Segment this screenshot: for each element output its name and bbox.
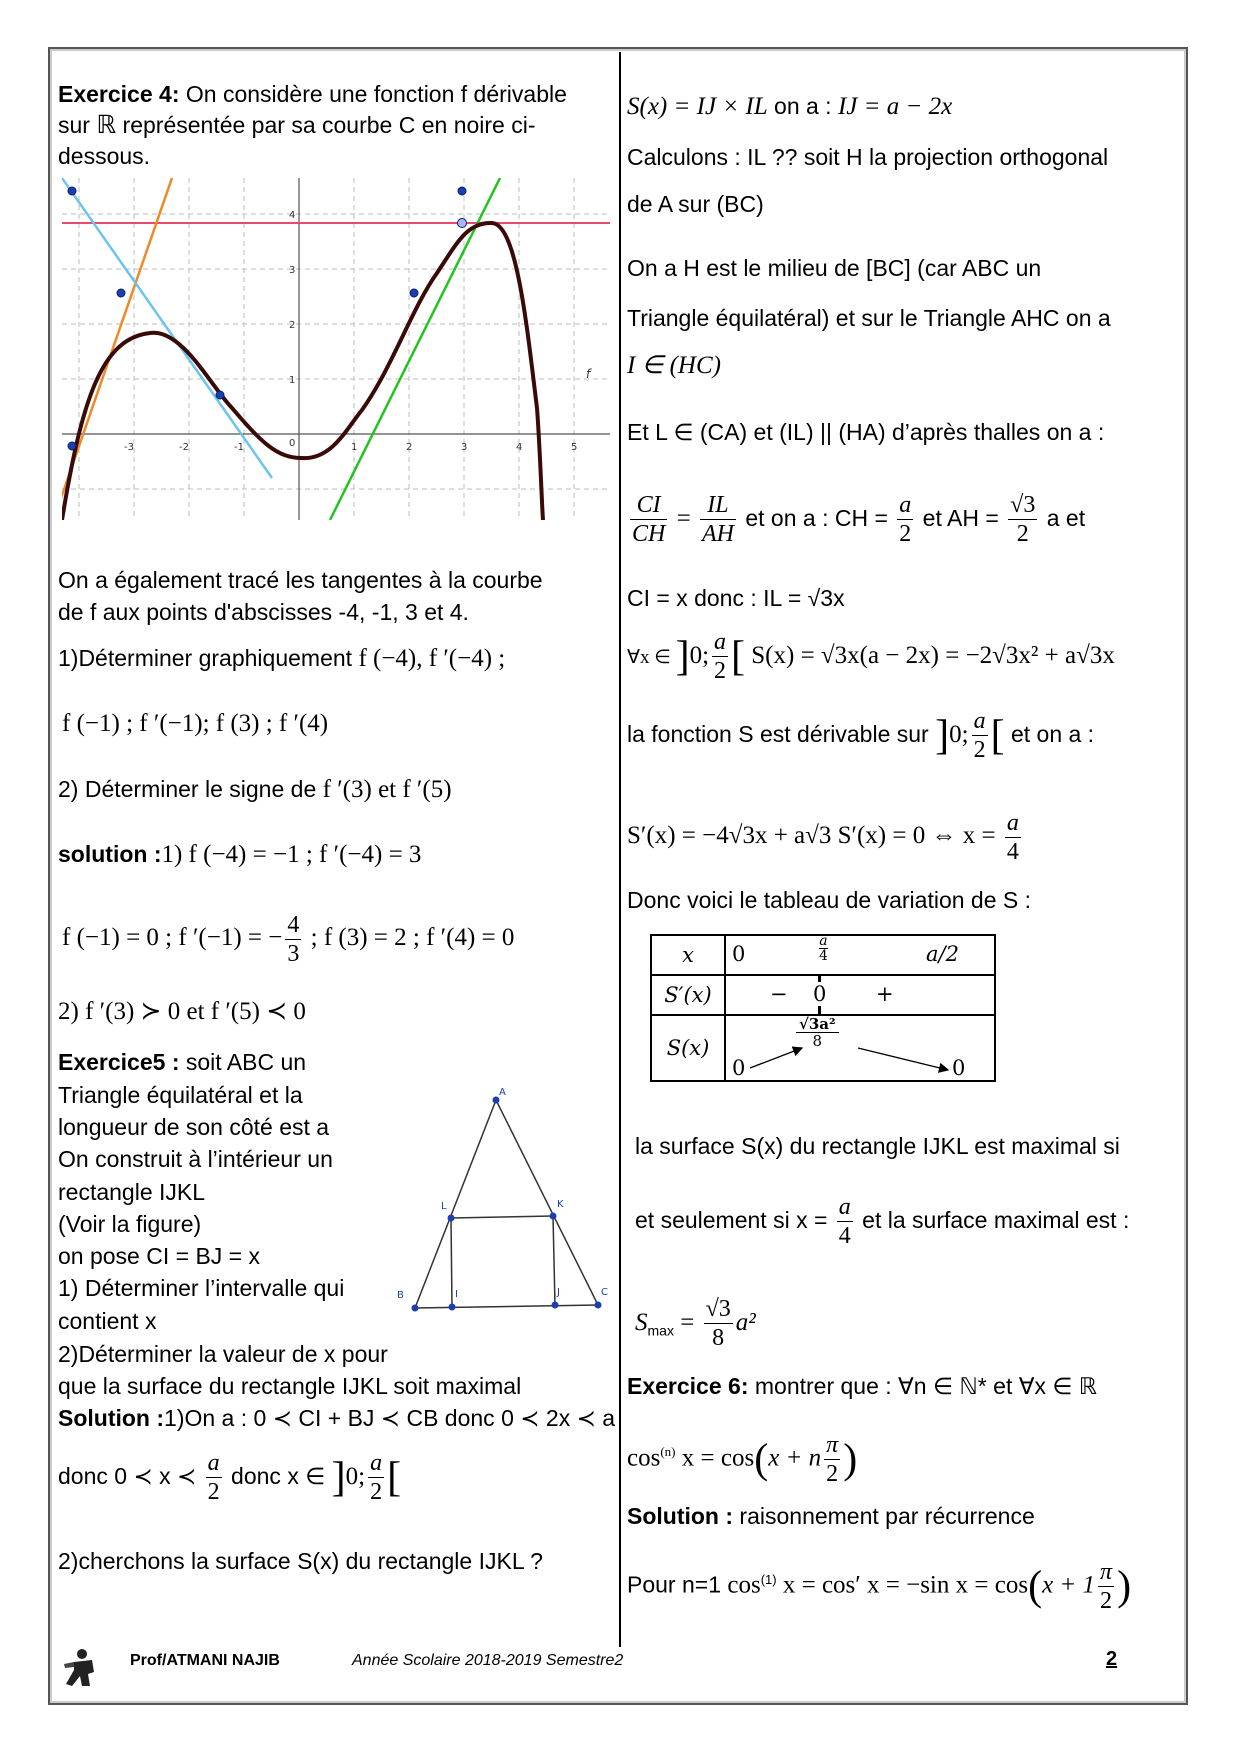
- ex5-line-6: (Voir la figure): [58, 1211, 202, 1237]
- triangle-figure: [395, 1085, 620, 1320]
- fraction: $\frac{√3}{2}$: [1010, 492, 1036, 548]
- r-line-7: Et L ∈ (CA) et (IL) || (HA) d’après thalles on a :: [627, 419, 1105, 445]
- ex4-q1: 1)Déterminer graphiquement f (−4), f ′(−4) ;: [58, 645, 506, 672]
- ex5-line-9: contient x: [58, 1308, 157, 1334]
- point-B: [412, 1305, 419, 1312]
- point-L: [448, 1215, 455, 1222]
- fraction: $\frac{a}{2}$: [207, 1450, 220, 1506]
- r-line-15: et seulement si x = $\frac{a}{4}$ et la surface maximal est :: [635, 1194, 1130, 1250]
- footer-author: Prof/ATMANI NAJIB: [130, 1652, 280, 1669]
- ex5-line-4: On construit à l’intérieur un: [58, 1146, 333, 1172]
- function-graph: [62, 178, 610, 520]
- r-line-16: $S_{max}$ = $\frac{√3}{8}$ a²: [635, 1296, 756, 1352]
- ex6-title: Exercice 6:: [627, 1373, 749, 1399]
- footer-year: Année Scolaire 2018-2019 Semestre2: [352, 1652, 624, 1669]
- label-J: J: [557, 1287, 560, 1298]
- page-number: 2: [1106, 1648, 1118, 1670]
- ex4-tangents-1: On a également tracé les tangentes à la courbe: [58, 567, 543, 593]
- point-I: [449, 1304, 456, 1311]
- ex4-line-1: Exercice 4: On considère une fonction f dérivable: [58, 81, 567, 107]
- point-J: [552, 1302, 559, 1309]
- fraction: $\frac{a}{2}$: [899, 492, 912, 548]
- x-tick: 2: [406, 442, 413, 453]
- x-tick: 4: [516, 442, 523, 453]
- x-tick: 5: [571, 442, 578, 453]
- ex4-tangents-2: de f aux points d'abscisses -4, -1, 3 et 4.: [58, 599, 469, 625]
- y-tick: 3: [289, 265, 296, 276]
- ex5-line-8: 1) Déterminer l’intervalle qui: [58, 1275, 345, 1301]
- r-line-5: Triangle équilatéral) et sur le Triangle AHC on a: [627, 305, 1111, 331]
- ex5-line-1: Exercice5 : soit ABC un: [58, 1049, 307, 1075]
- label-A: A: [499, 1087, 506, 1098]
- ex4-solution-2: f (−1) = 0 ; f ′(−1) = − $\frac{4}{3}$ ; f (3) = 2 ; f ′(4) = 0: [62, 911, 515, 967]
- variation-arrows: [726, 1016, 978, 1080]
- ex5-line-10: 2)Déterminer la valeur de x pour: [58, 1341, 388, 1367]
- fraction: $\frac{CI}{CH}$: [632, 492, 666, 548]
- r-line-2: Calculons : IL ?? soit H la projection orthogonal: [627, 144, 1109, 170]
- point-C: [595, 1302, 602, 1309]
- r-line-12: S′(x) = −4√3x + a√3 S′(x) = 0 ⇔ x = $\frac{a}{4}$: [627, 809, 1019, 865]
- ex5-title: Exercice5 :: [58, 1049, 180, 1075]
- x-tick: -1: [234, 442, 244, 453]
- ex4-solution-1: solution :1) f (−4) = −1 ; f ′(−4) = 3: [58, 841, 422, 868]
- ex5-solution-1: Solution :1)On a : 0 ≺ CI + BJ ≺ CB donc 0 ≺ 2x ≺ a: [58, 1405, 616, 1431]
- x-tick: -2: [179, 442, 189, 453]
- column-divider: [619, 52, 621, 1647]
- ex4-line-2: sur ℝ représentée par sa courbe C en noire ci-: [58, 112, 536, 139]
- r-line-3: de A sur (BC): [627, 191, 764, 217]
- ex5-line-2: Triangle équilatéral et la: [58, 1082, 303, 1108]
- point: [458, 219, 467, 228]
- y-tick: 2: [289, 320, 296, 331]
- point: [68, 187, 76, 195]
- ex6-n1: Pour n=1 $\cos^{(1)} x = \cos'$ x = −sin x = cos(x + 1 $\frac{\pi}{2}$ ): [627, 1559, 1132, 1615]
- fraction: $\frac{a}{2}$: [714, 629, 727, 685]
- ex5-line-11: que la surface du rectangle IJKL soit maximal: [58, 1373, 522, 1399]
- ex6-line-1: Exercice 6: montrer que : ∀n ∈ ℕ* et ∀x ∈ ℝ: [627, 1373, 1097, 1399]
- label-K: K: [557, 1199, 564, 1210]
- point: [410, 289, 418, 297]
- ex5-solution-2: donc 0 ≺ x ≺ $\frac{a}{2}$ donc x ∈ ]0; $\frac{a}{2}$ [: [58, 1450, 402, 1506]
- r-line-4: On a H est le milieu de [BC] (car ABC un: [627, 255, 1042, 281]
- ex6-solution: Solution : raisonnement par récurrence: [627, 1503, 1035, 1529]
- point: [117, 289, 125, 297]
- r-line-9: CI = x donc : IL = √3x: [627, 585, 845, 611]
- point: [458, 187, 466, 195]
- x-tick: 1: [351, 442, 358, 453]
- ex4-title: Exercice 4:: [58, 81, 180, 107]
- r-line-8: $\frac{CI}{CH}$ = $\frac{IL}{AH}$ et on a : CH = $\frac{a}{2}$ et AH = $\frac{√3}{2}$ a et: [632, 492, 1086, 548]
- r-line-14: la surface S(x) du rectangle IJKL est maximal si: [635, 1133, 1120, 1159]
- ex6-line-2: $\cos^{(n)} x = \cos(x + n$ $\frac{\pi}{2}$ ): [627, 1432, 858, 1488]
- fraction: $\frac{\pi}{2}$: [826, 1432, 839, 1488]
- author-logo-icon: [62, 1648, 98, 1688]
- fraction: $\frac{a}{2}$: [973, 708, 986, 764]
- fraction: $\frac{IL}{AH}$: [701, 492, 734, 548]
- r-line-10: ∀x ∈ ]0; $\frac{a}{2}$ [ S(x) = √3x(a − 2x) = −2√3x² + a√3x: [627, 629, 1115, 685]
- ex4-q1-values: f (−1) ; f ′(−1); f (3) ; f ′(4): [62, 710, 329, 737]
- point-K: [550, 1213, 557, 1220]
- label-L: L: [441, 1201, 447, 1212]
- fraction: $\frac{a}{4}$: [838, 1194, 851, 1250]
- r-line-13: Donc voici le tableau de variation de S :: [627, 887, 1032, 913]
- ex5-line-5: rectangle IJKL: [58, 1179, 206, 1205]
- ex5-line-7: on pose CI = BJ = x: [58, 1243, 261, 1269]
- label-C: C: [601, 1287, 608, 1298]
- r-line-1: S(x) = IJ × IL on a : IJ = a − 2x: [627, 93, 953, 120]
- ex5-line-3: longueur de son côté est a: [58, 1114, 330, 1140]
- point: [216, 391, 224, 399]
- fraction: $\frac{\pi}{2}$: [1100, 1559, 1113, 1615]
- y-tick: 4: [289, 210, 296, 221]
- label-I: I: [455, 1289, 458, 1300]
- tangent-points: [68, 187, 467, 450]
- ex5-solution-3: 2)cherchons la surface S(x) du rectangle IJKL ?: [58, 1548, 543, 1574]
- curve-label: f: [586, 367, 591, 381]
- fraction: $\frac{a}{4}$: [1006, 809, 1019, 865]
- ex4-line-3: dessous.: [58, 143, 151, 169]
- x-tick: 3: [461, 442, 468, 453]
- label-B: B: [397, 1290, 404, 1301]
- x-tick: -3: [124, 442, 134, 453]
- r-line-6: I ∈ (HC): [627, 352, 721, 379]
- r-line-11: la fonction S est dérivable sur ]0; $\frac{a}{2}$ [ et on a :: [627, 708, 1095, 764]
- fraction: $\frac{√3}{8}$: [705, 1296, 731, 1352]
- point: [68, 442, 76, 450]
- fraction: $\frac{4}{3}$: [287, 911, 300, 967]
- tangent-green: [330, 178, 500, 520]
- fraction: $\frac{a}{2}$: [370, 1450, 383, 1506]
- ex4-solution-3: 2) f ′(3) ≻ 0 et f ′(5) ≺ 0: [58, 998, 306, 1025]
- ex4-q2: 2) Déterminer le signe de f ′(3) et f ′(5): [58, 776, 452, 803]
- y-tick: 1: [289, 375, 296, 386]
- variation-table: x 0 a 4 a/2 S′(x) − 0 + S(x) √3a² 8 0 0: [650, 934, 996, 1082]
- x-tick: 0: [289, 438, 296, 449]
